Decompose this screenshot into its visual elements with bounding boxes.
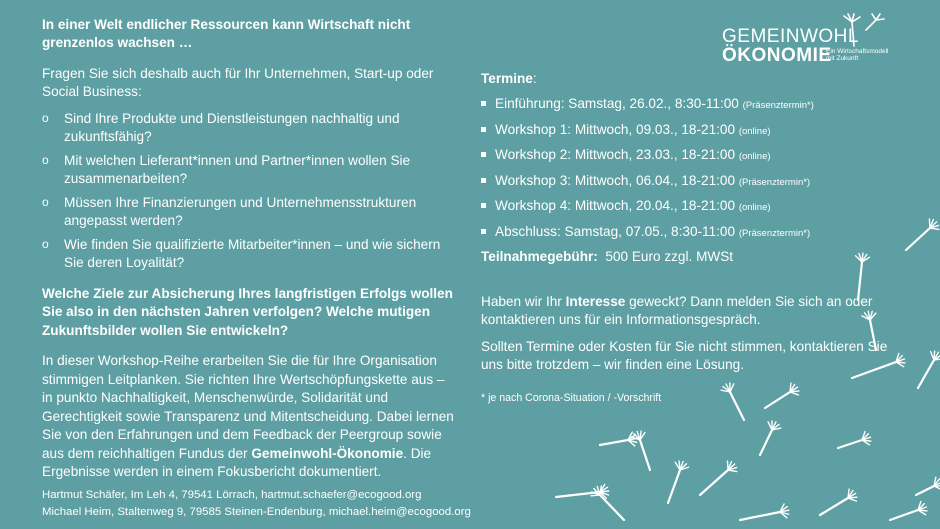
bullet: o bbox=[42, 194, 49, 209]
contact-post: geweckt? Dann melden Sie sich an oder kontaktieren uns für ein Informationsgespräch. bbox=[481, 293, 873, 328]
termin-text: Workshop 1: Mittwoch, 09.03., 18-21:00 bbox=[495, 121, 736, 137]
contact-line-2: Michael Heim, Staltenweg 9, 79585 Steinen-Endenburg, michael.heim@ecogood.org bbox=[42, 505, 471, 518]
contact-line-1: Hartmut Schäfer, Im Leh 4, 79541 Lörrach, hartmut.schaefer@ecogood.org bbox=[42, 489, 422, 501]
footer-contacts bbox=[42, 487, 471, 520]
list-item bbox=[481, 121, 901, 139]
termin-text: Workshop 4: Mittwoch, 20.04., 18-21:00 bbox=[495, 198, 736, 214]
question-text: Sind Ihre Produkte und Dienstleistungen nachhaltig und zukunftsfähig? bbox=[64, 110, 400, 145]
square-bullet-icon bbox=[481, 127, 486, 132]
logo-tagline bbox=[826, 48, 896, 63]
question-text: Müssen Ihre Finanzierungen und Unternehmensstrukturen angepasst werden? bbox=[64, 194, 417, 229]
logo-tagline-2: mit Zukunft bbox=[826, 55, 859, 63]
list-item bbox=[42, 110, 454, 147]
description-post: . Die Ergebnisse werden in einem Fokusbericht dokumentiert. bbox=[42, 445, 432, 480]
termin-text: Einführung: Samstag, 26.02., 8:30-11:00 bbox=[495, 96, 739, 112]
list-item bbox=[42, 236, 454, 273]
contact-bold: Interesse bbox=[565, 293, 626, 309]
list-item bbox=[481, 197, 901, 215]
termine-list bbox=[481, 95, 901, 241]
logo-tagline-1: Ein Wirtschaftsmodell bbox=[826, 48, 889, 55]
termine-heading bbox=[481, 70, 901, 88]
list-item bbox=[481, 172, 901, 190]
contact-text-1 bbox=[481, 293, 901, 330]
termin-mode: (Präsenztermin*) bbox=[738, 176, 811, 188]
termin-text: Abschluss: Samstag, 07.05., 8:30-11:00 bbox=[495, 223, 736, 239]
termine-colon: : bbox=[532, 71, 537, 86]
description-pre: In dieser Workshop-Reihe erarbeiten Sie die für Ihre Organisation stimmigen Leitplanken. Sie richten Ihre Wertschöpfungskette aus – in punkto Nachhaltigkeit, Menschenwürde, Solidarität und Gerechtigkeit sowie Transparenz und Mitentscheidung. Dabei lernen Sie von den Erfahrungen und dem Feedback der Peergroup sowie aus dem reichhaltigen Fundus der bbox=[42, 353, 454, 461]
termin-text: Workshop 2: Mittwoch, 23.03., 18-21:00 bbox=[495, 147, 736, 163]
termine-label: Termine bbox=[481, 71, 533, 86]
left-column bbox=[42, 16, 454, 482]
square-bullet-icon bbox=[481, 178, 486, 183]
right-column bbox=[481, 70, 901, 405]
logo-line-1: GEMEINWOHL bbox=[722, 26, 859, 47]
description-bold: Gemeinwohl-Ökonomie bbox=[251, 445, 404, 461]
termin-mode: (Präsenztermin*) bbox=[738, 227, 811, 239]
list-item bbox=[42, 194, 454, 231]
logo-line-2: ÖKONOMIE bbox=[722, 45, 832, 66]
question-list bbox=[42, 110, 454, 273]
square-bullet-icon bbox=[481, 203, 486, 208]
termin-mode: (online) bbox=[738, 202, 771, 214]
termin-text: Workshop 3: Mittwoch, 06.04., 18-21:00 bbox=[495, 172, 736, 188]
question-text: Wie finden Sie qualifizierte Mitarbeiter*innen – und wie sichern Sie deren Loyalität? bbox=[64, 236, 441, 271]
intro-text: Fragen Sie sich deshalb auch für Ihr Unternehmen, Start-up oder Social Business: bbox=[42, 65, 434, 100]
square-bullet-icon bbox=[481, 229, 486, 234]
termin-mode: (online) bbox=[738, 151, 771, 163]
fee-line bbox=[481, 248, 901, 266]
headline: In einer Welt endlicher Ressourcen kann Wirtschaft nicht grenzenlos wachsen … bbox=[42, 17, 411, 51]
list-item bbox=[481, 95, 901, 113]
contact-pre: Haben wir Ihr bbox=[481, 293, 566, 309]
bullet: o bbox=[42, 110, 49, 125]
square-bullet-icon bbox=[481, 152, 486, 157]
list-item bbox=[481, 223, 901, 241]
gwoe-logo bbox=[722, 12, 922, 72]
square-bullet-icon bbox=[481, 101, 486, 106]
bullet: o bbox=[42, 152, 49, 167]
fee-label: Teilnahmegebühr: bbox=[481, 249, 598, 265]
description-text bbox=[42, 352, 454, 481]
fee-value: 500 Euro zzgl. MWSt bbox=[605, 249, 734, 265]
list-item bbox=[481, 146, 901, 164]
contact-section bbox=[481, 293, 901, 375]
contact-text-2: Sollten Termine oder Kosten für Sie nicht stimmen, kontaktieren Sie uns bitte trotzdem – wir finden eine Lösung. bbox=[481, 338, 888, 373]
key-question: Welche Ziele zur Absicherung Ihres langfristigen Erfolgs wollen Sie also in den nächsten Jahren verfolgen? Welche mutigen Zukunftsbilder wollen Sie entwickeln? bbox=[42, 285, 453, 338]
footnote: * je nach Corona-Situation / -Vorschrift bbox=[481, 391, 662, 404]
bullet: o bbox=[42, 236, 49, 251]
termin-mode: (Präsenztermin*) bbox=[742, 100, 814, 112]
termin-mode: (online) bbox=[738, 125, 771, 137]
list-item bbox=[42, 152, 454, 189]
question-text: Mit welchen Lieferant*innen und Partner*innen wollen Sie zusammenarbeiten? bbox=[64, 152, 411, 187]
